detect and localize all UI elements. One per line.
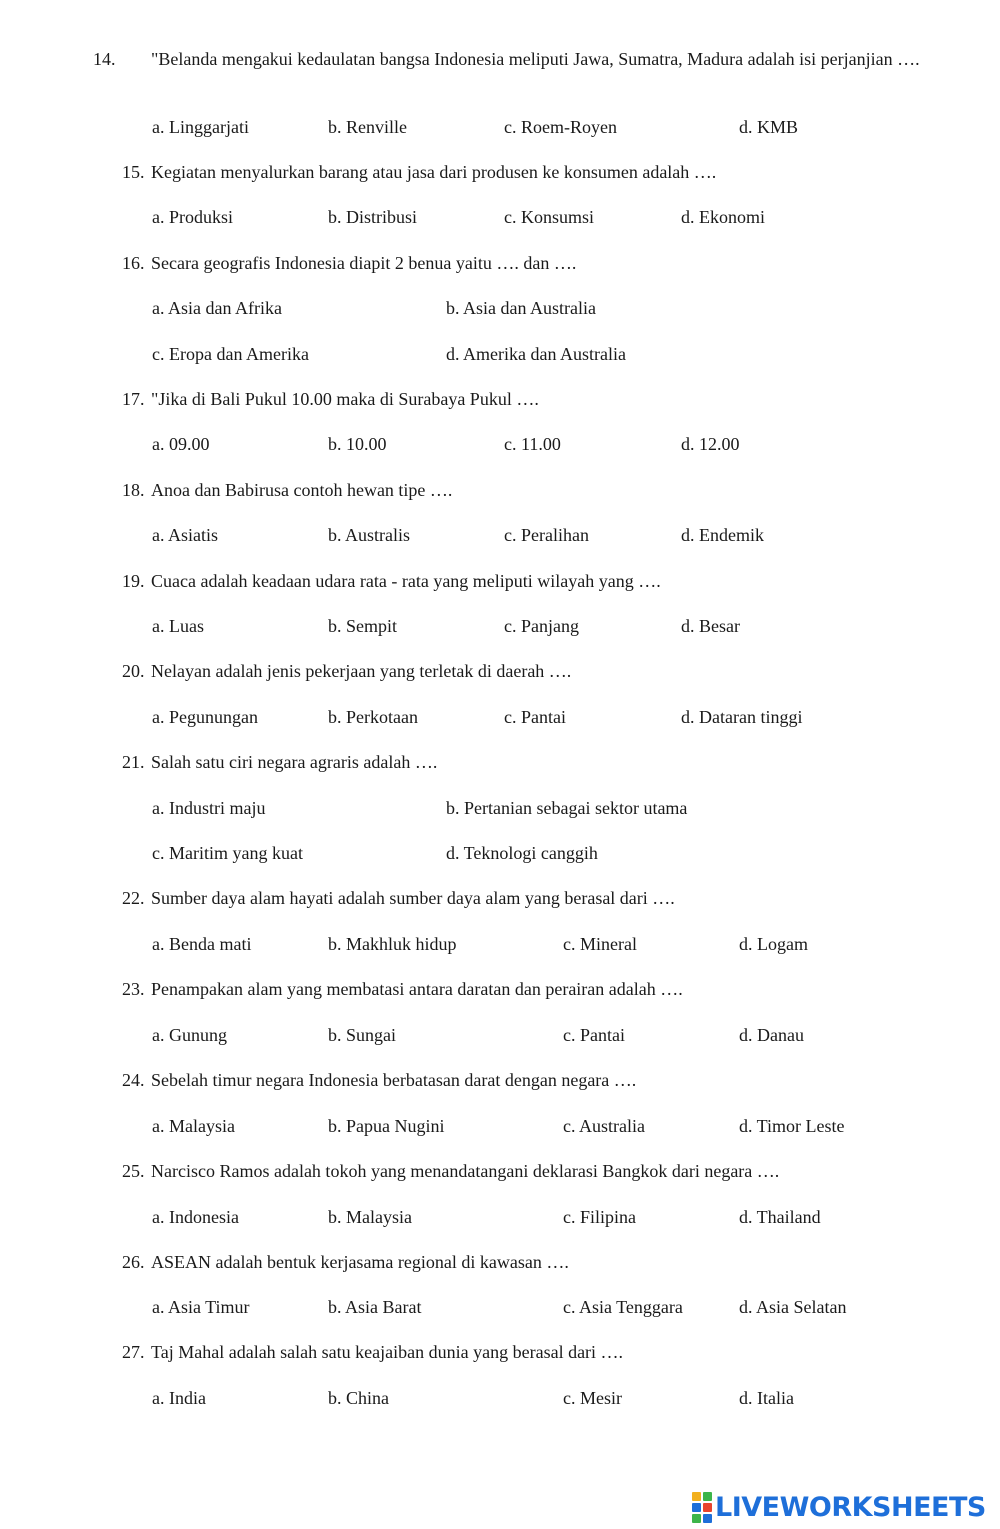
- options-row-16b: [0, 343, 1000, 367]
- option-c[interactable]: c. Roem-Royen: [504, 117, 617, 137]
- options-row-18: [0, 524, 1000, 548]
- option-c[interactable]: c. 11.00: [504, 434, 561, 454]
- option-a[interactable]: a. Linggarjati: [152, 117, 249, 137]
- question-text: "Belanda mengakui kedaulatan bangsa Indonesia meliputi Jawa, Sumatra, Madura adalah isi perjanjian ….: [151, 49, 920, 69]
- option-a[interactable]: a. Malaysia: [152, 1116, 235, 1136]
- question-text: Sumber daya alam hayati adalah sumber daya alam yang berasal dari ….: [151, 888, 675, 908]
- option-c[interactable]: c. Maritim yang kuat: [152, 843, 303, 863]
- question-25: [122, 1160, 902, 1182]
- option-d[interactable]: d. Amerika dan Australia: [446, 344, 626, 364]
- option-d[interactable]: d. Logam: [739, 934, 808, 954]
- option-c[interactable]: c. Peralihan: [504, 525, 589, 545]
- option-d[interactable]: d. 12.00: [681, 434, 740, 454]
- liveworksheets-logo: [692, 1490, 986, 1524]
- option-c[interactable]: c. Australia: [563, 1116, 645, 1136]
- question-17: [122, 388, 902, 410]
- option-c[interactable]: c. Filipina: [563, 1207, 636, 1227]
- question-number: 24.: [122, 1070, 145, 1090]
- option-a[interactable]: a. Pegunungan: [152, 707, 258, 727]
- option-b[interactable]: b. Australis: [328, 525, 411, 545]
- question-20: [122, 660, 902, 682]
- option-a[interactable]: a. Benda mati: [152, 934, 252, 954]
- option-d[interactable]: d. Endemik: [681, 525, 764, 545]
- option-b[interactable]: b. Perkotaan: [328, 707, 418, 727]
- options-row-21a: [0, 797, 1000, 821]
- options-row-25: [0, 1206, 1000, 1230]
- options-row-27: [0, 1387, 1000, 1411]
- option-b[interactable]: b. Asia dan Australia: [446, 298, 596, 318]
- question-number: 23.: [122, 979, 145, 999]
- options-row-20: [0, 706, 1000, 730]
- question-text: Narcisco Ramos adalah tokoh yang menandatangani deklarasi Bangkok dari negara ….: [151, 1161, 780, 1181]
- option-b[interactable]: b. China: [328, 1388, 389, 1408]
- option-d[interactable]: d. Italia: [739, 1388, 794, 1408]
- option-a[interactable]: a. Indonesia: [152, 1207, 239, 1227]
- logo-tile: [703, 1492, 712, 1501]
- question-21: [122, 751, 902, 773]
- question-number: 21.: [122, 752, 145, 772]
- options-row-17: [0, 433, 1000, 457]
- question-26: [122, 1251, 902, 1273]
- question-number: 16.: [122, 253, 145, 273]
- question-16: [122, 252, 902, 274]
- option-c[interactable]: c. Eropa dan Amerika: [152, 344, 309, 364]
- question-number: 20.: [122, 661, 145, 681]
- question-number: 18.: [122, 480, 145, 500]
- option-c[interactable]: c. Pantai: [504, 707, 566, 727]
- option-b[interactable]: b. 10.00: [328, 434, 387, 454]
- question-text: "Jika di Bali Pukul 10.00 maka di Surabaya Pukul ….: [151, 389, 539, 409]
- option-d[interactable]: d. Asia Selatan: [739, 1297, 847, 1317]
- option-d[interactable]: d. Danau: [739, 1025, 804, 1045]
- option-a[interactable]: a. Asia Timur: [152, 1297, 250, 1317]
- options-row-24: [0, 1115, 1000, 1139]
- options-row-23: [0, 1024, 1000, 1048]
- option-b[interactable]: b. Papua Nugini: [328, 1116, 445, 1136]
- option-c[interactable]: c. Panjang: [504, 616, 579, 636]
- question-text: Taj Mahal adalah salah satu keajaiban dunia yang berasal dari ….: [151, 1342, 624, 1362]
- option-b[interactable]: b. Malaysia: [328, 1207, 412, 1227]
- question-18: [122, 479, 902, 501]
- option-d[interactable]: d. KMB: [739, 117, 799, 137]
- question-24: [122, 1069, 902, 1091]
- option-b[interactable]: b. Renville: [328, 117, 407, 137]
- options-row-21b: [0, 842, 1000, 866]
- question-text: Nelayan adalah jenis pekerjaan yang terletak di daerah ….: [151, 661, 572, 681]
- question-number: 15.: [122, 162, 145, 182]
- question-23: [122, 978, 902, 1000]
- question-number: 22.: [122, 888, 145, 908]
- question-number: 14.: [93, 49, 116, 69]
- question-number: 25.: [122, 1161, 145, 1181]
- option-a[interactable]: a. Produksi: [152, 207, 233, 227]
- question-text: Salah satu ciri negara agraris adalah ….: [151, 752, 438, 772]
- question-text: Penampakan alam yang membatasi antara daratan dan perairan adalah ….: [151, 979, 683, 999]
- option-b[interactable]: b. Asia Barat: [328, 1297, 422, 1317]
- option-c[interactable]: c. Mineral: [563, 934, 637, 954]
- question-number: 17.: [122, 389, 145, 409]
- options-row-15: [0, 206, 1000, 230]
- option-a[interactable]: a. India: [152, 1388, 206, 1408]
- option-a[interactable]: a. 09.00: [152, 434, 210, 454]
- question-27: [122, 1341, 902, 1363]
- option-b[interactable]: b. Sungai: [328, 1025, 397, 1045]
- question-22: [122, 887, 902, 909]
- option-b[interactable]: b. Distribusi: [328, 207, 418, 227]
- question-text: Sebelah timur negara Indonesia berbatasan darat dengan negara ….: [151, 1070, 637, 1090]
- option-a[interactable]: a. Luas: [152, 616, 204, 636]
- options-row-26: [0, 1296, 1000, 1320]
- options-row-16a: [0, 297, 1000, 321]
- option-c[interactable]: c. Konsumsi: [504, 207, 594, 227]
- option-d[interactable]: d. Besar: [681, 616, 740, 636]
- option-a[interactable]: a. Asiatis: [152, 525, 218, 545]
- question-number: 27.: [122, 1342, 145, 1362]
- option-d[interactable]: d. Thailand: [739, 1207, 821, 1227]
- option-d[interactable]: d. Ekonomi: [681, 207, 765, 227]
- logo-tile: [703, 1503, 712, 1512]
- question-14: [93, 48, 931, 70]
- option-d[interactable]: d. Teknologi canggih: [446, 843, 598, 863]
- question-15: [122, 161, 902, 183]
- options-row-14: [0, 116, 1000, 140]
- logo-icon: [692, 1492, 712, 1523]
- question-number: 19.: [122, 571, 145, 591]
- logo-tile: [692, 1503, 701, 1512]
- option-d[interactable]: d. Dataran tinggi: [681, 707, 803, 727]
- question-number: 26.: [122, 1252, 145, 1272]
- options-row-19: [0, 615, 1000, 639]
- question-text: Kegiatan menyalurkan barang atau jasa dari produsen ke konsumen adalah ….: [151, 162, 717, 182]
- option-a[interactable]: a. Gunung: [152, 1025, 227, 1045]
- option-a[interactable]: a. Asia dan Afrika: [152, 298, 282, 318]
- question-text: Secara geografis Indonesia diapit 2 benua yaitu …. dan ….: [151, 253, 577, 273]
- question-text: ASEAN adalah bentuk kerjasama regional di kawasan ….: [151, 1252, 569, 1272]
- logo-text: LIVEWORKSHEETS: [715, 1491, 986, 1523]
- option-c[interactable]: c. Pantai: [563, 1025, 625, 1045]
- option-b[interactable]: b. Makhluk hidup: [328, 934, 457, 954]
- option-a[interactable]: a. Industri maju: [152, 798, 266, 818]
- options-row-22: [0, 933, 1000, 957]
- question-text: Cuaca adalah keadaan udara rata - rata yang meliputi wilayah yang ….: [151, 571, 661, 591]
- question-text: Anoa dan Babirusa contoh hewan tipe ….: [151, 480, 453, 500]
- option-c[interactable]: c. Asia Tenggara: [563, 1297, 683, 1317]
- logo-tile: [692, 1492, 701, 1501]
- question-19: [122, 570, 902, 592]
- option-d[interactable]: d. Timor Leste: [739, 1116, 845, 1136]
- option-c[interactable]: c. Mesir: [563, 1388, 622, 1408]
- option-b[interactable]: b. Pertanian sebagai sektor utama: [446, 798, 688, 818]
- logo-tile: [703, 1514, 712, 1523]
- option-b[interactable]: b. Sempit: [328, 616, 398, 636]
- logo-tile: [692, 1514, 701, 1523]
